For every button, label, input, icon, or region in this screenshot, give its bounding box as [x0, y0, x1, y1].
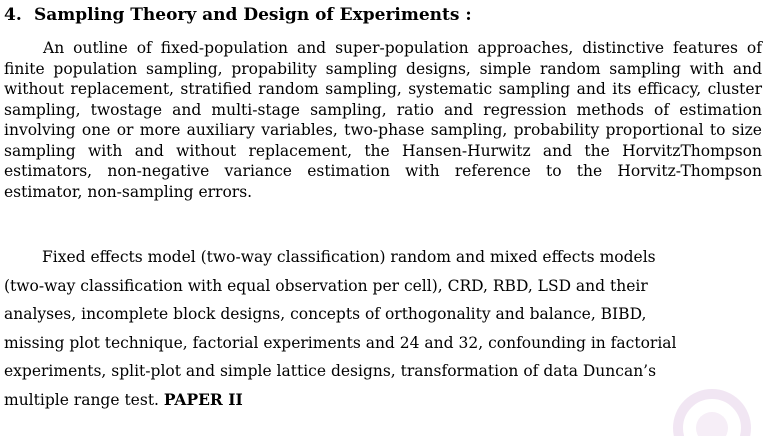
paragraph-line-text: multiple range test. — [4, 390, 164, 409]
section-title: Sampling Theory and Design of Experiments : — [34, 5, 472, 25]
section-number: 4. — [4, 5, 22, 25]
paragraph-line: Fixed effects model (two-way classification) random and mixed effects models — [42, 248, 656, 266]
sampling-theory-paragraph: An outline of fixed-population and super-population approaches, distinctive features of finite population sampling, propability sampling designs, simple random sampling with and without replacement, stratified random sampling, systematic sampling and its efficacy, cluster sampling, twostage and multi-stage sampling, ratio and regression methods of estimation involving one or more auxiliary variables, two-phase sampling, probability proportional to size sampling with and without replacement, the Hansen-Hurwitz and the HorvitzThompson estimators, non-negative variance estimation with reference to the Horvitz-Thompson estimator, non-sampling errors. — [4, 39, 762, 201]
paragraph-line: experiments, split-plot and simple lattice designs, transformation of data Duncan’s — [4, 362, 657, 381]
paragraph-line: missing plot technique, factorial experiments and 24 and 32, confounding in factorial — [4, 333, 677, 352]
paragraph-line: analyses, incomplete block designs, concepts of orthogonality and balance, BIBD, — [4, 305, 647, 324]
paragraph-line: (two-way classification with equal observation per cell), CRD, RBD, LSD and their — [4, 276, 648, 295]
paper-label: PAPER II — [163, 389, 243, 409]
paragraph-last-line — [4, 386, 762, 415]
design-of-experiments-paragraph — [4, 243, 762, 415]
section-heading — [4, 4, 472, 26]
